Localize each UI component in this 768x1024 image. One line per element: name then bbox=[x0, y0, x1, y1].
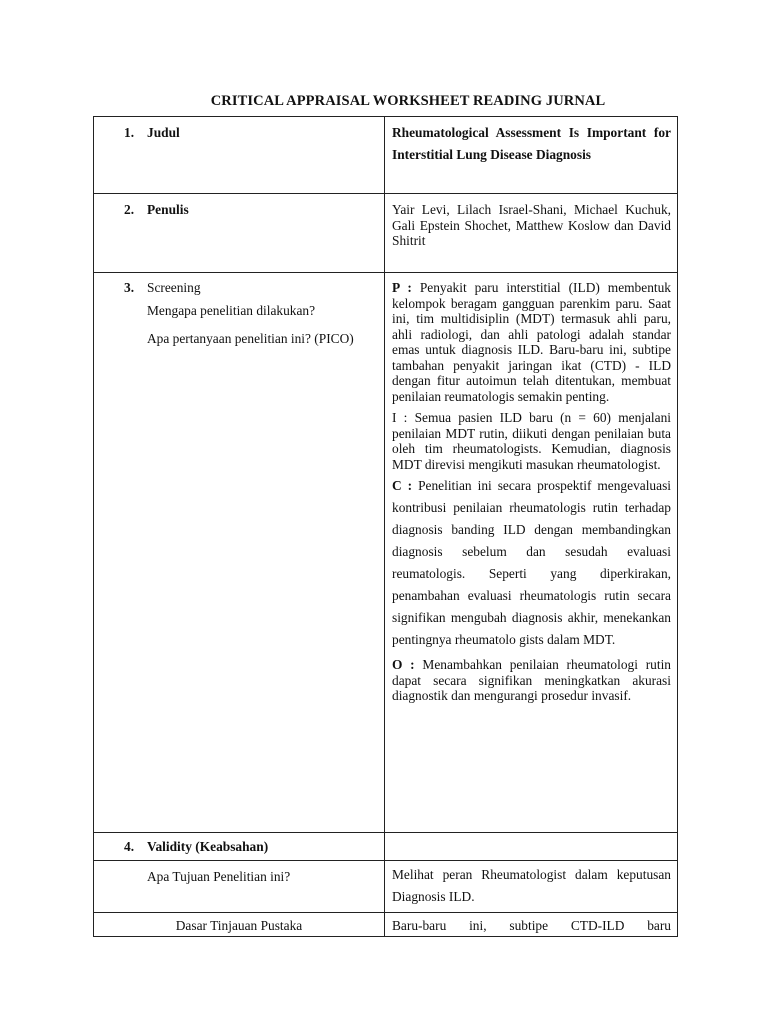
table-row-penulis bbox=[94, 194, 678, 273]
tujuan-value: Melihat peran Rheumatologist dalam keputusan Diagnosis ILD. bbox=[392, 867, 671, 904]
penulis-label-cell bbox=[94, 194, 385, 273]
table-row-judul bbox=[94, 117, 678, 194]
page-title: CRITICAL APPRAISAL WORKSHEET READING JURNAL bbox=[210, 93, 606, 109]
dasar-label: Dasar Tinjauan Pustaka bbox=[175, 918, 303, 933]
validity-label: Validity (Keabsahan) bbox=[147, 839, 269, 854]
dasar-label-cell bbox=[94, 913, 385, 937]
pico-i-text: Semua pasien ILD baru (n = 60) menjalani penilaian MDT rutin, diikuti dengan penilaian buta oleh tim rheumatologists. Kemudian, diagnosis MDT direvisi mengikuti masukan rheumatologist. bbox=[392, 410, 672, 472]
pico-p-text: Penyakit paru interstitial (ILD) membentuk kelompok beragam gangguan parenkim paru. Saat ini, tim multidisiplin (MDT) termasuk ahli paru, ahli radiologi, dan ahli patologi adalah standar emas untuk diagnosis ILD. Baru-baru ini, subtipe tambahan penyakit jaringan ikat (CTD) - ILD dengan fitur autoimun telah ditentukan, membuat penilaian reumatologis semakin penting. bbox=[392, 280, 671, 404]
judul-value: Rheumatological Assessment Is Important for Interstitial Lung Disease Diagnosis bbox=[392, 125, 671, 162]
pico-c-text: Penelitian ini secara prospektif mengevaluasi kontribusi penilaian rheumatologis rutin terhadap diagnosis banding ILD dengan membandingkan diagnosis sebelum dan sesudah evaluasi reumatologis. Seperti yang diperkirakan, penambahan evaluasi rheumatologis rutin secara signifikan mengubah diagnosis akhir, menekankan pentingnya rheumatolo gists dalam MDT. bbox=[392, 478, 671, 647]
judul-label: Judul bbox=[147, 125, 180, 140]
pico-c bbox=[385, 472, 677, 651]
appraisal-table bbox=[93, 116, 678, 937]
penulis-label: Penulis bbox=[147, 202, 189, 217]
row-number: 3. bbox=[124, 280, 135, 295]
screening-label: Screening bbox=[147, 280, 201, 295]
tujuan-label-cell bbox=[94, 861, 385, 913]
table-row-dasar bbox=[94, 913, 678, 937]
table-row-tujuan bbox=[94, 861, 678, 913]
judul-value-cell bbox=[385, 117, 678, 194]
validity-label-cell bbox=[94, 833, 385, 861]
pico-i-label: I : bbox=[392, 410, 408, 425]
validity-value-cell bbox=[385, 833, 678, 861]
row-number: 2. bbox=[124, 202, 135, 217]
pico-c-label: C : bbox=[392, 478, 413, 493]
pico-i bbox=[385, 404, 677, 472]
pico-p bbox=[385, 273, 677, 404]
tujuan-label: Apa Tujuan Penelitian ini? bbox=[147, 869, 291, 884]
table-row-validity bbox=[94, 833, 678, 861]
judul-label-cell bbox=[94, 117, 385, 194]
dasar-value: Baru-baru ini, subtipe CTD-ILD baru bbox=[392, 918, 671, 933]
screening-q2: Apa pertanyaan penelitian ini? (PICO) bbox=[147, 331, 354, 346]
pico-cell bbox=[385, 273, 678, 833]
pico-o bbox=[385, 651, 677, 704]
screening-q1: Mengapa penelitian dilakukan? bbox=[147, 303, 316, 318]
dasar-value-cell bbox=[385, 913, 678, 937]
row-number: 1. bbox=[124, 125, 135, 140]
screening-label-cell bbox=[94, 273, 385, 833]
penulis-value-cell bbox=[385, 194, 678, 273]
pico-o-label: O : bbox=[392, 657, 415, 672]
tujuan-value-cell bbox=[385, 861, 678, 913]
pico-o-text: Menambahkan penilaian rheumatologi rutin dapat secara signifikan meningkatkan akurasi diagnostik dan mengurangi prosedur invasif. bbox=[392, 657, 671, 703]
pico-p-label: P : bbox=[392, 280, 412, 295]
row-number: 4. bbox=[124, 839, 135, 854]
table-row-screening bbox=[94, 273, 678, 833]
penulis-value: Yair Levi, Lilach Israel-Shani, Michael Kuchuk, Gali Epstein Shochet, Matthew Koslow dan David Shitrit bbox=[392, 202, 671, 248]
